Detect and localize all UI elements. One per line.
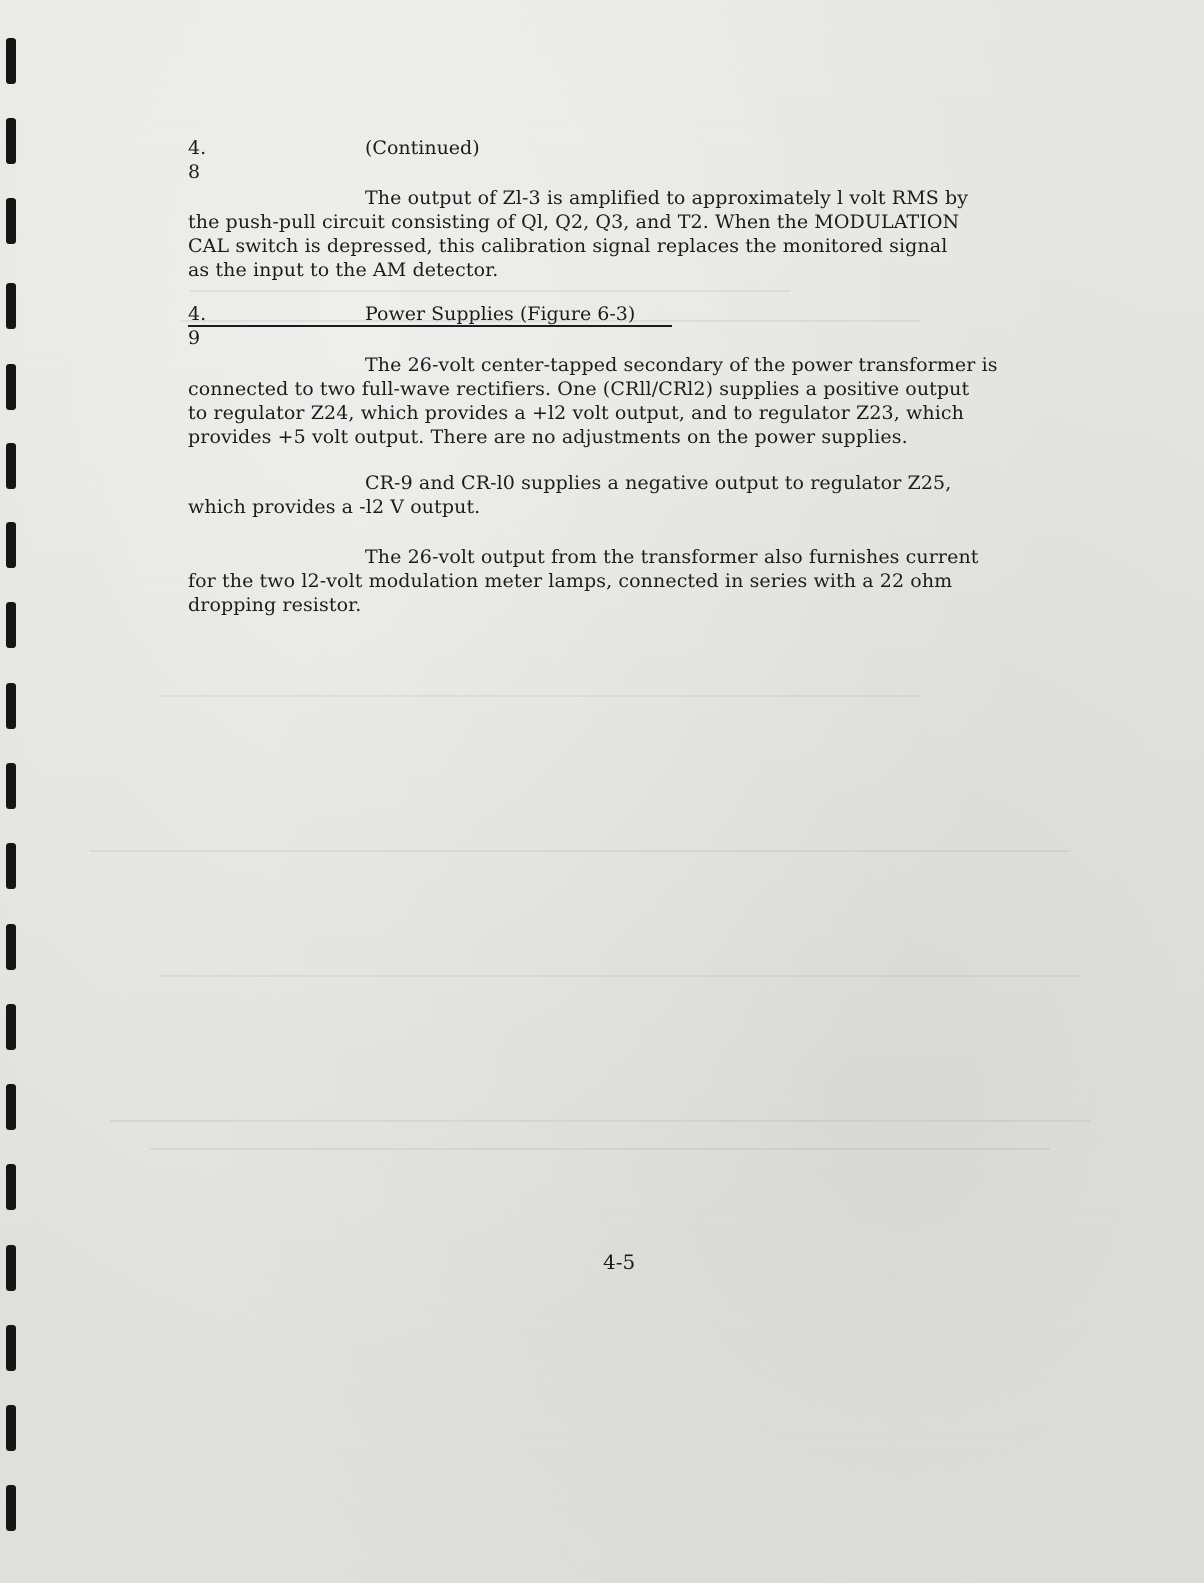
page-number: 4-5 bbox=[603, 1250, 636, 1274]
show-through-line bbox=[150, 1148, 1050, 1150]
binding-punch bbox=[6, 1405, 16, 1451]
binding-punch bbox=[6, 198, 16, 244]
text-line: for the two l2-volt modulation meter lamps, connected in series with a 22 ohm bbox=[188, 570, 953, 592]
section-title: Power Supplies (Figure 6-3) bbox=[365, 303, 636, 325]
section-number: 4. 9 bbox=[188, 303, 207, 349]
text-line: which provides a -l2 V output. bbox=[188, 496, 481, 518]
binding-punch bbox=[6, 1245, 16, 1291]
text-line: The 26-volt center-tapped secondary of the power transformer is bbox=[365, 354, 998, 376]
show-through-line bbox=[110, 1120, 1090, 1122]
text-line: as the input to the AM detector. bbox=[188, 259, 499, 281]
section-number: 4. 8 bbox=[188, 137, 207, 183]
show-through-line bbox=[160, 695, 920, 697]
text-line: dropping resistor. bbox=[188, 594, 362, 616]
show-through-line bbox=[90, 850, 1070, 852]
binding-punch bbox=[6, 1084, 16, 1130]
binding-punch bbox=[6, 443, 16, 489]
binding-punch bbox=[6, 763, 16, 809]
text-line: provides +5 volt output. There are no adjustments on the power supplies. bbox=[188, 426, 908, 448]
binding-punch bbox=[6, 283, 16, 329]
binding-punch bbox=[6, 38, 16, 84]
binding-punch bbox=[6, 1004, 16, 1050]
heading-underline bbox=[188, 325, 672, 327]
binding-punch bbox=[6, 118, 16, 164]
text-line: The output of Zl-3 is amplified to approximately l volt RMS by bbox=[365, 187, 969, 209]
binding-punch bbox=[6, 1325, 16, 1371]
paragraph-calibration bbox=[188, 186, 1068, 282]
text-line: connected to two full-wave rectifiers. One (CRll/CRl2) supplies a positive output bbox=[188, 378, 970, 400]
binding-punch bbox=[6, 522, 16, 568]
binding-punch bbox=[6, 843, 16, 889]
show-through-line bbox=[160, 975, 1080, 977]
show-through-line bbox=[190, 290, 790, 292]
binding-punch bbox=[6, 1485, 16, 1531]
section-label: (Continued) bbox=[365, 137, 480, 159]
paragraph-negative-output bbox=[188, 471, 1068, 519]
binding-punch bbox=[6, 1164, 16, 1210]
paragraph-transformer bbox=[188, 353, 1068, 449]
text-line: to regulator Z24, which provides a +l2 volt output, and to regulator Z23, which bbox=[188, 402, 964, 424]
text-line: CAL switch is depressed, this calibration signal replaces the monitored signal bbox=[188, 235, 948, 257]
paragraph-meter-lamps bbox=[188, 545, 1068, 617]
binding-punch bbox=[6, 602, 16, 648]
text-line: the push-pull circuit consisting of Ql, Q2, Q3, and T2. When the MODULATION bbox=[188, 211, 960, 233]
text-line: CR-9 and CR-l0 supplies a negative output to regulator Z25, bbox=[365, 472, 952, 494]
binding-punch bbox=[6, 924, 16, 970]
binding-punch bbox=[6, 364, 16, 410]
text-line: The 26-volt output from the transformer also furnishes current bbox=[365, 546, 979, 568]
binding-punch bbox=[6, 683, 16, 729]
